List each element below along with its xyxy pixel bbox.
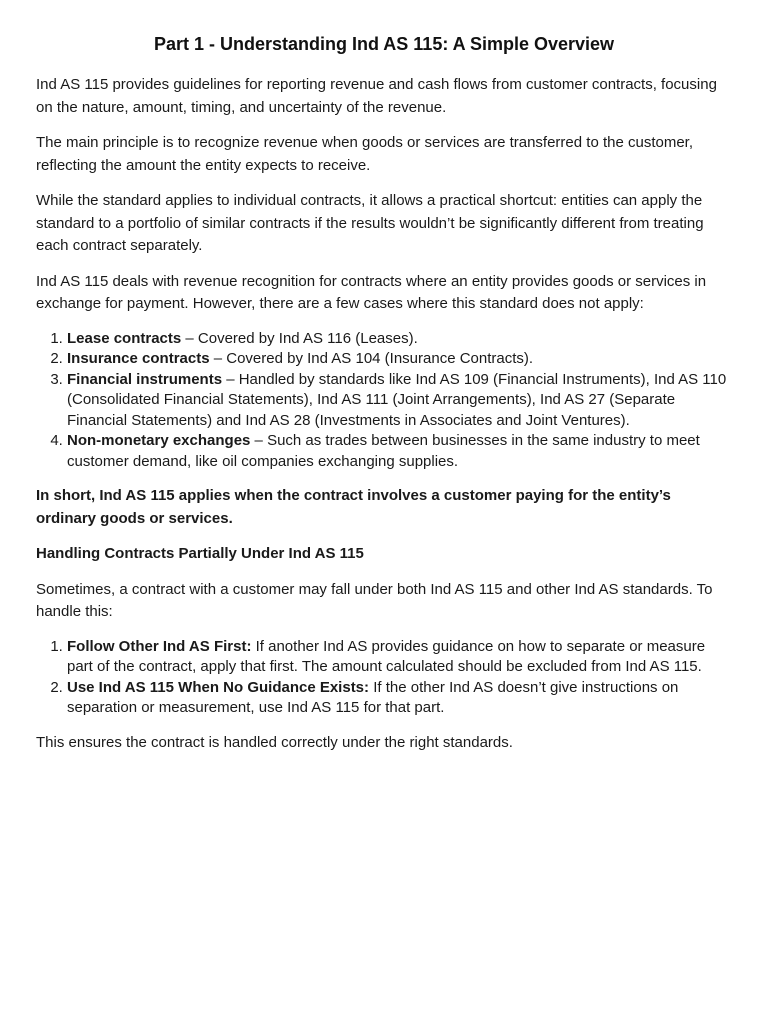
scope-paragraph: Ind AS 115 deals with revenue recognition for contracts where an entity provides goods or services in exchange for payment. However, there are a few cases where this standard does not apply: [36,272,707,312]
page-title: Part 1 - Understanding Ind AS 115: A Simple Overview [153,34,615,54]
list-item-term: Use Ind AS 115 When No Guidance Exists: [67,678,370,696]
principle-paragraph: The main principle is to recognize revenue when goods or services are transferred to the customer, reflecting the amount the entity expects to receive. [36,134,693,174]
list-item [67,370,732,432]
list-item [67,431,732,472]
list-item-text: – Covered by Ind AS 116 (Leases). [181,329,418,347]
list-item-text: – Covered by Ind AS 104 (Insurance Contracts). [209,350,534,367]
list-item-term: Lease contracts [67,329,182,347]
list-item [67,678,732,719]
list-item [67,349,732,370]
partial-paragraph: Sometimes, a contract with a customer may fall under both Ind AS 115 and other Ind AS standards. To handle this: [36,580,713,620]
summary-paragraph: In short, Ind AS 115 applies when the contract involves a customer paying for the entity’s ordinary goods or services. [36,487,671,527]
portfolio-paragraph: While the standard applies to individual contracts, it allows a practical shortcut: entities can apply the standard to a portfolio of similar contracts if the results wouldn’t be significantly different from treating each contract separately. [36,192,704,254]
section-heading: Handling Contracts Partially Under Ind AS 115 [36,545,364,562]
list-item-text: – Such as trades between businesses in the same industry to meet customer demand, like oil companies exchanging supplies. [67,432,700,470]
list-item-term: Non-monetary exchanges [67,432,251,449]
list-item-text: If the other Ind AS doesn’t give instructions on separation or measurement, use Ind AS 115 for that part. [67,678,679,716]
list-item-term: Follow Other Ind AS First: [67,637,252,655]
intro-paragraph: Ind AS 115 provides guidelines for reporting revenue and cash flows from customer contracts, focusing on the nature, amount, timing, and uncertainty of the revenue. [36,76,717,116]
list-item-text: – Handled by standards like Ind AS 109 (Financial Instruments), Ind AS 110 (Consolidated Financial Statements), Ind AS 111 (Joint Arrangements), Ind AS 27 (Separate Financial Statements) and Ind AS 28 (Investments in Associates and Joint Ventures). [67,370,727,429]
list-item-text: If another Ind AS provides guidance on how to separate or measure part of the contract, apply that first. The amount calculated should be excluded from Ind AS 115. [67,637,706,675]
steps-list [36,637,732,719]
closing-paragraph: This ensures the contract is handled correctly under the right standards. [36,733,513,751]
list-item [67,329,732,350]
list-item [67,637,732,678]
list-item-term: Insurance contracts [67,350,210,367]
exclusions-list [36,329,732,473]
list-item-term: Financial instruments [67,370,223,388]
